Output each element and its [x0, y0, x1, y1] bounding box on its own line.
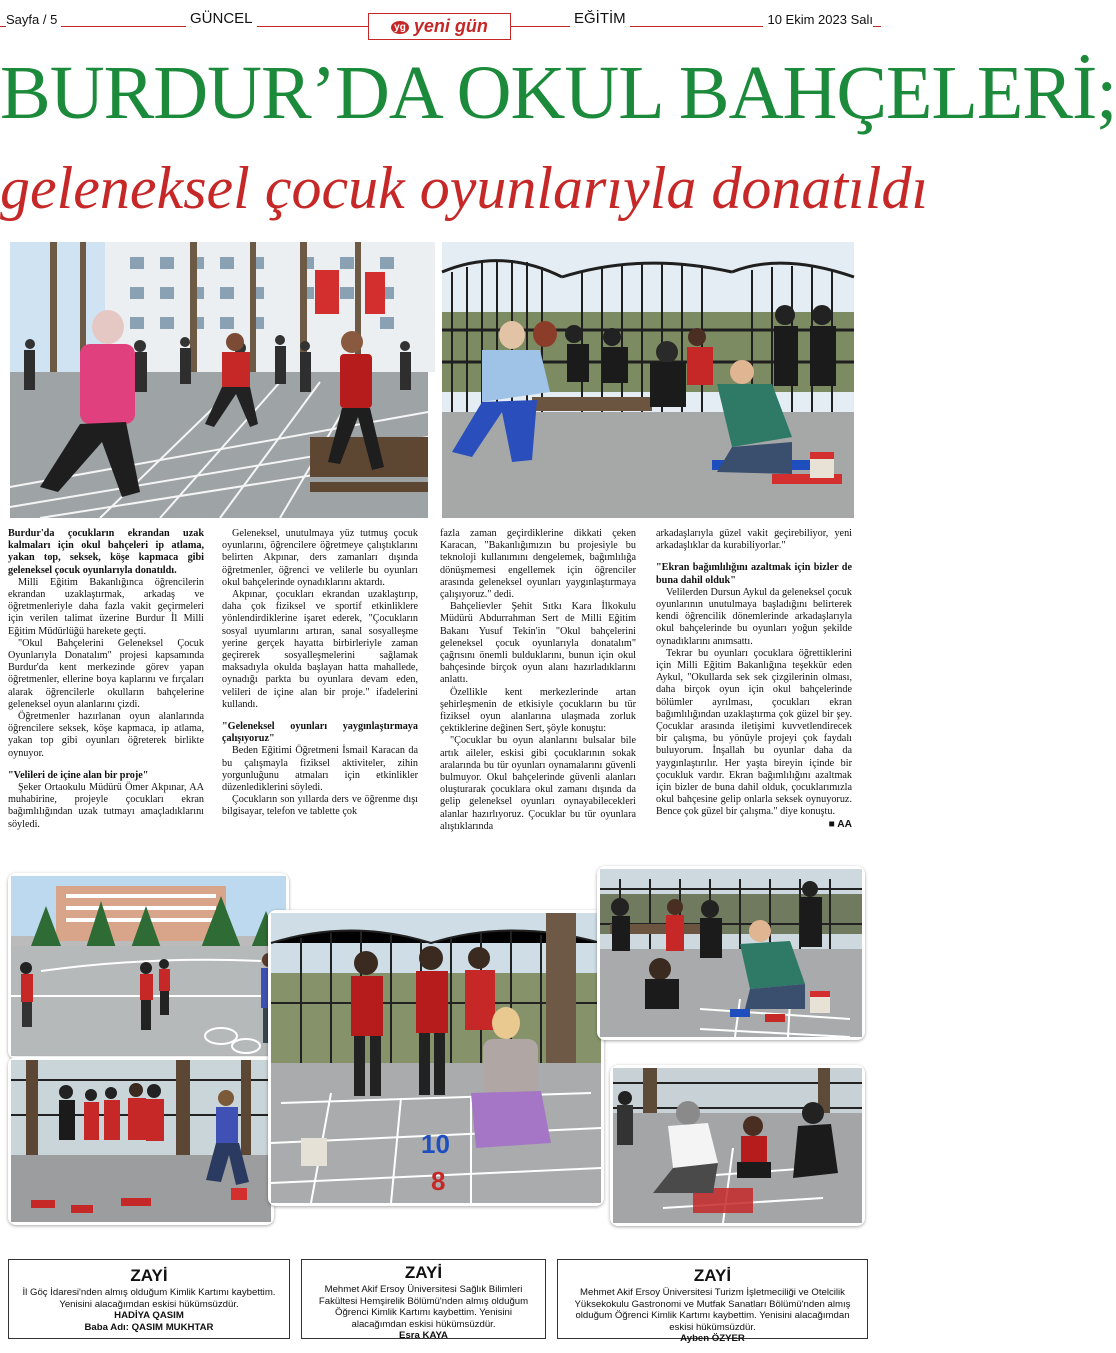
logo-text: yeni gün	[413, 16, 488, 36]
article-paragraph: Akpınar, çocukları ekrandan uzaklaştırıp, daha çok fiziksel ve sportif etkinliklere yönlendirdiklerine işaret ederek, "Çocukların sosyal uyumlarını artıran, sanal sosyalleşme yerine gerçek hayatta birbirleriyle zaman geçirerek sosyalleşmelerini sağlamak maksadıyla okulda başlayan hatta mahallede, oynadığı parkta bu oyunlara devam eden, velileri de içine alan bir proje." ifadelerini kullandı.	[222, 589, 418, 710]
article-paragraph: Milli Eğitim Bakanlığınca öğrencilerin ekrandan uzaklaştırmak, arkadaş ve öğretmenleriyle daha fazla vakit geçirmeleri için verilen talimat üzerine Burdur İl Milli Eğitim Müdürlüğü harekete geçti.	[8, 576, 204, 637]
notice-lost-id-1	[8, 1259, 290, 1339]
page-number: Sayfa / 5	[6, 12, 61, 27]
article-paragraph: arkadaşlarıyla güzel vakit geçirebiliyor, yeni arkadaşlıklar da kurabiliyorlar."	[656, 528, 852, 552]
newspaper-logo	[368, 13, 511, 40]
notice-extra: Baba Adı: QASIM MUKHTAR	[84, 1321, 214, 1333]
headline-subtitle: geleneksel çocuk oyunlarıyla donatıldı	[0, 155, 929, 221]
notice-text: İl Göç İdaresi'nden almış olduğum Kimlik Kartımı kaybettim. Yenisini alacağımdan eskisi hükümsüzdür.	[22, 1287, 276, 1310]
logo-mark: yg	[391, 21, 409, 34]
article-column-3	[440, 528, 636, 833]
article-paragraph: Tekrar bu oyunları çocuklara öğrettiklerini için Milli Eğitim Bakanlığına teşekkür eden Aykul, "Okullarda sek sek çizgilerinin olması, daha birçok oyun için okul bahçelerinde bölümler ayrılması, çocukları ekran bağımlılığından uzaklaştırma çok güzel bir şey. Çocuklar arasında iletişimi kuvvetlendirecek bir çalışma, bu yönüyle projeyi çok faydalı buluyorum. İnşallah bu oyunlar daha da yaygınlaştırılır. Her yaşta bireyin içinde bir çocukluk vardır. Ekran bağımlılığını azaltmak için bizler de buna dahil olduk, çocuklarımızla okul bahçesine gelip onlarla seksek oynuyoruz. Bence çok güzel bir çalışma." diye konuştu.	[656, 647, 852, 818]
photo-students-around-board	[8, 1057, 274, 1225]
svg-text:8: 8	[431, 1166, 446, 1196]
photo-hopscotch-school-yard	[10, 242, 428, 518]
article-column-1	[8, 528, 204, 831]
article-paragraph: Velilerden Dursun Aykul da geleneksel çocuk oyunlarının unutulmaya başladığını belirterek kendi öğrencilik dönemlerinde arkadaşlarıyla okul bahçelerinde bu oyunları yoğun şekilde oynadıklarını anımsattı.	[656, 586, 852, 647]
notice-text: Mehmet Akif Ersoy Üniversitesi Sağlık Bilimleri Fakültesi Hemşirelik Bölümü'nden almış olduğum Öğrenci Kimlik Kartımı kaybettim. Yenisini alacağımdan eskisi hükümsüzdür.	[318, 1284, 529, 1330]
notice-name: Esra KAYA	[399, 1330, 448, 1341]
article-paragraph: "Çocuklar bu oyun alanlarını bulsalar bile artık aileler, eskisi gibi çocuklarının sokak aralarında bu tür oyunları oynamalarını güvenli bulmuyor. Okul bahçelerinde güvenli alanları oluşturarak çocuklara okul zamanı dışında da gelip geleneksel oyunları oynayabilecekleri alanlar hazırlıyoruz. Çocuklar bu tür oyunlara alıştıklarında	[440, 735, 636, 832]
photo-painting-game-lines	[442, 242, 854, 518]
notice-heading: ZAYİ	[693, 1266, 732, 1285]
article-paragraph: "Okul Bahçelerini Geleneksel Çocuk Oyunlarıyla Donatalım" projesi kapsamında Burdur'da kent merkezinde görev yapan öğretmenler, ellerine boya kaplarını ve fırçaları alarak öğrencilerle okulların bahçelerine geleneksel oyun alanlarını çizdi.	[8, 637, 204, 710]
notice-heading: ZAYİ	[130, 1266, 168, 1285]
svg-text:10: 10	[421, 1129, 450, 1159]
photo-jump-rope	[8, 873, 289, 1059]
article-column-4	[656, 528, 852, 831]
article-signature: ■ AA	[828, 818, 852, 830]
notice-text: Mehmet Akif Ersoy Üniversitesi Turizm İşletmeciliği ve Otelcilik Yüksekokulu Gastronomi ve Mutfak Sanatları Bölümü'nden almış olduğum Öğrenci Kimlik Kartımı kaybettim. Yenisini alacağımdan eskisi hükümsüzdür.	[574, 1287, 851, 1333]
article-paragraph: Özellikle kent merkezlerinde artan şehirleşmenin de etkisiyle çocukların bu tür fiziksel oyun alanlarına ulaşmada zorluk çektiklerine değinen Sert, şöyle konuştu:	[440, 686, 636, 735]
notice-name: Ayben ÖZYER	[680, 1333, 745, 1344]
article-subheading: "Velileri de içine alan bir proje"	[8, 769, 149, 781]
article-paragraph: Bahçelievler Şehit Sıtkı Kara İlkokulu Müdürü Abdurrahman Sert de Milli Eğitim Bakanı Yusuf Tekin'in "Okul bahçelerini geleneksel çocuk oyunlarıyla donatalım" çağrısını önemli bulduklarını, bunun için okul bahçesinde birçok oyun alanı hazırladıklarını anlattı.	[440, 601, 636, 686]
article-paragraph: Çocukların son yıllarda ders ve öğrenme dışı bilgisayar, telefon ve tablette çok	[222, 794, 418, 818]
photo-teacher-painting-hopscotch	[268, 910, 604, 1206]
article-paragraph: Geleneksel, unutulmaya yüz tutmuş çocuk oyunlarını, öğrencilere öğretmeye çalıştıklarını belirten Akpınar, ders zamanları dışında öğretmenler, öğrenci ve velilerle bu oyunları okul bahçelerinde oynadıklarını aktardı.	[222, 528, 418, 588]
section-label-right: EĞİTİM	[570, 10, 630, 27]
notice-name: HADİYA QASIM	[114, 1310, 184, 1321]
notice-lost-id-2	[301, 1259, 546, 1339]
photo-parent-painting-court	[610, 1065, 865, 1226]
notice-lost-id-3	[557, 1259, 868, 1344]
article-column-2	[222, 528, 418, 819]
article-paragraph: Beden Eğitimi Öğretmeni İsmail Karacan da bu çalışmayla fiziksel aktiviteler, zihin yorgunluğunu atmaları için etkinlikler düzenlediklerini söyledi.	[222, 745, 418, 794]
article-lead: Burdur'da çocukların ekrandan uzak kalmaları için okul bahçeleri ip atlama, yakan top, seksek, köşe kapmaca gibi geleneksel çocuk oyunlarıyla donatıldı.	[8, 528, 204, 576]
article-paragraph: fazla zaman geçirdiklerine dikkati çeken Karacan, "Bakanlığımızın bu projesiyle bu teknoloji kullanımını dengelemek, bağımlılığa dönüşmemesi engellemek için öğrenciler arasında geleneksel oyunları yaygınlaştırmaya çalışıyoruz." dedi.	[440, 528, 636, 601]
article-paragraph: Öğretmenler hazırlanan oyun alanlarında öğrencilere seksek, köşe kapmaca, ip atlama, yakan top gibi oyunları öğreterek birlikte oynuyor.	[8, 711, 204, 759]
notice-heading: ZAYİ	[404, 1263, 443, 1282]
article-paragraph: Şeker Ortaokulu Müdürü Ömer Akpınar, AA muhabirine, projeyle çocukları ekran bağımlılığından uzak tutmayı amaçladıklarını söyledi.	[8, 782, 204, 830]
photo-painting-numbers	[597, 866, 865, 1040]
issue-date: 10 Ekim 2023 Salı	[763, 12, 873, 27]
section-label-left: GÜNCEL	[186, 10, 257, 27]
article-signature-line	[656, 819, 852, 831]
headline-title: BURDUR’DA OKUL BAHÇELERİ;	[0, 51, 1116, 135]
article-subheading: "Geleneksel oyunları yaygınlaştırmaya çalışıyoruz"	[222, 721, 418, 745]
article-subheading: "Ekran bağımlılığını azaltmak için bizler de buna dahil olduk"	[656, 562, 852, 586]
